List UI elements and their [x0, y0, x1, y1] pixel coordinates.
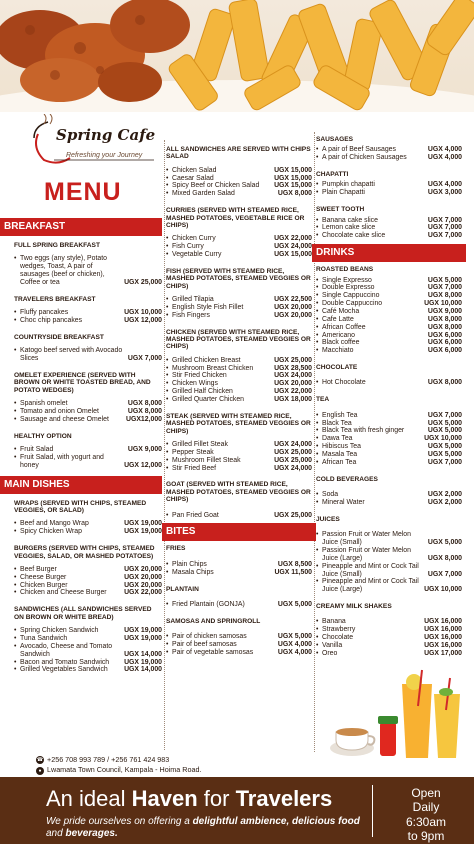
- menu-item: • Chicken Salad UGX 15,000: [166, 167, 312, 175]
- footer-headline: An ideal Haven for Travelers: [46, 786, 333, 811]
- menu-item: • Fruit Salad UGX 9,000: [14, 446, 162, 454]
- group-heading: SWEET TOOTH: [316, 206, 365, 214]
- menu-item: • Mushroom Fillet Steak UGX 25,000: [166, 457, 312, 465]
- menu-item: • Mineral Water UGX 2,000: [316, 499, 462, 507]
- menu-item: • Hot Chocolate UGX 8,000: [316, 379, 462, 387]
- menu-item: • Double Cappuccino UGX 10,000: [316, 300, 462, 308]
- menu-item: • Black Tea with fresh ginger UGX 5,000: [316, 427, 462, 435]
- menu-item: • Katogo beef served with Avocado Slices UGX 7,000: [14, 347, 162, 363]
- group-heading: PLANTAIN: [166, 585, 199, 593]
- group-heading: FULL SPRING BREAKFAST: [14, 242, 100, 249]
- group-heading: FISH (SERVED WITH STEAMED RICE, MASHED POTATOES, STEAMED VEGGIES OR CHIPS): [166, 267, 311, 290]
- menu-item: • Passion Fruit or Water Melon Juice (Small) UGX 5,000: [316, 531, 462, 547]
- menu-item: • Vanilla: [316, 642, 376, 650]
- menu-item: • Pineapple and Mint or Cock Tail Juice (Large) UGX 10,000: [316, 578, 462, 594]
- menu-item: • Beef and Mango Wrap UGX 19,000: [14, 520, 162, 528]
- group-heading: JUICES: [316, 515, 340, 523]
- menu-item-price: UGX 16,000: [424, 618, 462, 626]
- footer-subline: We pride ourselves on offering a delightful ambience, delicious food and beverages.: [46, 816, 360, 839]
- menu-item: • Oreo: [316, 650, 376, 658]
- group-heading: SAMOSAS AND SPRINGROLL: [166, 617, 261, 625]
- menu-item: • Soda UGX 2,000: [316, 491, 462, 499]
- menu-item: • Grilled Vegetables Sandwich UGX 14,000: [14, 666, 162, 674]
- menu-item: • Black Tea UGX 5,000: [316, 420, 462, 428]
- footer-banner: [0, 777, 474, 844]
- location-pin-icon: ●: [36, 767, 44, 775]
- column-divider: [314, 132, 315, 752]
- menu-item: • Grilled Tilapia UGX 22,500: [166, 296, 312, 304]
- menu-item: • Pan Fried Goat UGX 25,000: [166, 512, 312, 520]
- group-heading: STEAK (SERVED WITH STEAMED RICE, MASHED POTATOES, STEAMED VEGGIES OR CHIPS): [166, 412, 311, 435]
- menu-item: • Tuna Sandwich UGX 19,000: [14, 635, 162, 643]
- group-heading: GOAT (SERVED WITH STEAMED RICE, MASHED POTATOES, STEAMED VEGGIES OR CHIPS): [166, 481, 311, 504]
- menu-item: • English Style Fish Fillet UGX 20,000: [166, 304, 312, 312]
- menu-item: • Chicken Burger UGX 20,000: [14, 582, 162, 590]
- group-heading: CHOCOLATE: [316, 364, 358, 372]
- menu-item: • Spicy Beef or Chicken Salad UGX 15,000: [166, 182, 312, 190]
- menu-item: • Fruit Salad, with yogurt and honey UGX 12,000: [14, 454, 162, 470]
- menu-item: • Stir Fried Beef UGX 24,000: [166, 465, 312, 473]
- menu-item: • Café Mocha UGX 9,000: [316, 308, 462, 316]
- menu-item: • Fish Curry UGX 24,000: [166, 243, 312, 251]
- menu-item: • Caesar Salad UGX 15,000: [166, 175, 312, 183]
- menu-item: • Double Expresso UGX 7,000: [316, 284, 462, 292]
- menu-item: • Mushroom Breast Chicken UGX 28,500: [166, 365, 312, 373]
- menu-item: • Spicy Chicken Wrap UGX 19,000: [14, 528, 162, 536]
- phone-icon: ☎: [36, 757, 44, 764]
- menu-item: • Banana: [316, 618, 376, 626]
- group-heading: CHAPATTI: [316, 171, 349, 179]
- menu-item: • Pepper Steak UGX 25,000: [166, 449, 312, 457]
- menu-item: • Single Cappuccino UGX 8,000: [316, 292, 462, 300]
- menu-item: • Pair of chicken samosas UGX 5,000: [166, 633, 312, 641]
- contact-block: [36, 755, 201, 776]
- group-heading: BURGERS (SERVED WITH CHIPS, STEAMED VEGGIES, SALAD, OR MASHED POTATOES): [14, 545, 155, 560]
- group-heading: WRAPS (SERVED WITH CHIPS, STEAMED VEGGIES, OR SALAD): [14, 499, 147, 515]
- group-heading: CURRIES (SERVED WITH STEAMED RICE, MASHED POTATOES, VEGETABLE RICE OR CHIPS): [166, 207, 305, 229]
- menu-item: • Fish Fingers UGX 20,000: [166, 312, 312, 320]
- menu-item: • Passion Fruit or Water Melon Juice (Large) UGX 8,000: [316, 547, 462, 563]
- contact-phone: +256 708 993 789 / +256 761 424 983: [47, 755, 170, 764]
- menu-item-price: UGX 17,000: [424, 649, 462, 657]
- menu-item-price: UGX 16,000: [424, 626, 462, 634]
- group-heading: COLD BEVERAGES: [316, 475, 378, 483]
- group-heading: FRIES: [166, 545, 186, 553]
- column-divider: [164, 140, 165, 750]
- menu-item: • Cheese Burger UGX 20,000: [14, 574, 162, 582]
- menu-item: • Macchiato UGX 6,000: [316, 347, 462, 355]
- menu-item: • A pair of Beef Sausages UGX 4,000: [316, 146, 462, 154]
- menu-item: • Pineapple and Mint or Cock Tail Juice (Small) UGX 7,000: [316, 563, 462, 579]
- menu-item: • Chocolate: [316, 634, 376, 642]
- section-bar-main-dishes: MAIN DISHES: [0, 476, 162, 494]
- menu-item: • Strawberry: [316, 626, 376, 634]
- group-heading: TRAVELERS BREAKFAST: [14, 295, 96, 303]
- menu-item: • Lemon cake slice UGX 7,000: [316, 224, 462, 232]
- menu-item: • Masala Tea UGX 5,000: [316, 451, 462, 459]
- group-heading: HEALTHY OPTION: [14, 432, 72, 440]
- menu-item-price: UGX 16,000: [424, 634, 462, 642]
- group-heading: COUNTRYSIDE BREAKFAST: [14, 333, 104, 341]
- menu-item: • Two eggs (any style), Potato wedges, Toast, A pair of sausages (beef or chicken), Coffee or tea UGX 25,000: [14, 255, 162, 286]
- menu-item: • Spring Chicken Sandwich UGX 19,000: [14, 627, 162, 635]
- menu-item: • African Tea UGX 7,000: [316, 459, 462, 467]
- group-heading: ROASTED BEANS: [316, 266, 374, 274]
- menu-item: • Banana cake slice UGX 7,000: [316, 217, 462, 225]
- menu-item: • Chicken Curry UGX 22,000: [166, 235, 312, 243]
- menu-item: • Sausage and cheese Omelet UGX12,000: [14, 416, 162, 424]
- menu-item-price: UGX 16,000: [424, 642, 462, 650]
- menu-item: • Pair of beef samosas UGX 4,000: [166, 641, 312, 649]
- menu-item: • Spanish omelet UGX 8,000: [14, 400, 162, 408]
- menu-item: • African Coffee UGX 8,000: [316, 324, 462, 332]
- group-heading: SANDWICHES (ALL SANDWICHES SERVED ON BROWN OR WHITE BREAD): [14, 606, 152, 621]
- menu-item: • Vegetable Curry UGX 15,000: [166, 251, 312, 259]
- menu-item: • Plain Chapatti UGX 3,000: [316, 189, 462, 197]
- menu-item: • Masala Chips UGX 11,500: [166, 569, 312, 577]
- menu-item: • Fluffy pancakes UGX 10,000: [14, 309, 162, 317]
- menu-item: • A pair of Chicken Sausages UGX 4,000: [316, 154, 462, 162]
- group-heading: CHICKEN (SERVED WITH STEAMED RICE, MASHED POTATOES, STEAMED VEGGIES OR CHIPS): [166, 328, 311, 351]
- menu-item: • Americano UGX 6,000: [316, 332, 462, 340]
- menu-item: • Avocado, Cheese and Tomato Sandwich UGX 14,000: [14, 643, 162, 659]
- column-mains-bites: [166, 142, 312, 657]
- menu-title: MENU: [44, 178, 122, 206]
- menu-item: • Cafe Latte UGX 8,000: [316, 316, 462, 324]
- menu-item: • Black coffee UGX 6,000: [316, 339, 462, 347]
- menu-item: • Choc chip pancakes UGX 12,000: [14, 317, 162, 325]
- menu-item: • Beef Burger UGX 20,000: [14, 566, 162, 574]
- brand-tagline: Refreshing your Journey: [66, 152, 143, 159]
- group-heading: TEA: [316, 396, 330, 404]
- menu-item: • Grilled Chicken Breast UGX 25,000: [166, 357, 312, 365]
- column-extras-drinks: [316, 132, 462, 658]
- menu-item: • Tomato and onion Omelet UGX 8,000: [14, 408, 162, 416]
- drinks-illustration: [322, 666, 468, 772]
- brand-name: Spring Cafe: [56, 126, 156, 144]
- menu-item: • Bacon and Tomato Sandwich UGX 19,000: [14, 659, 162, 667]
- group-heading: OMELET EXPERIENCE (SERVED WITH BROWN OR WHITE TOASTED BREAD, AND POTATO WEDGES): [14, 372, 151, 394]
- section-bar-breakfast: BREAKFAST: [0, 218, 162, 236]
- group-heading: SAUSAGES: [316, 136, 354, 143]
- menu-item: • Hibiscus Tea UGX 5,000: [316, 443, 462, 451]
- menu-item: • Chicken and Cheese Burger UGX 22,000: [14, 589, 162, 597]
- contact-address: Lwamata Town Council, Kampala - Hoima Road.: [47, 765, 202, 775]
- menu-item: • Grilled Quarter Chicken UGX 18,000: [166, 396, 312, 404]
- group-heading: ALL SANDWICHES ARE SERVED WITH CHIPS SALAD: [166, 146, 311, 161]
- footer-divider: [372, 785, 373, 837]
- group-heading: CREAMY MILK SHAKES: [316, 603, 392, 611]
- menu-item: • Pair of vegetable samosas UGX 4,000: [166, 649, 312, 657]
- menu-item: • Chicken Wings UGX 20,000: [166, 380, 312, 388]
- section-bar-drinks: DRINKS: [312, 244, 466, 262]
- menu-item: • Fried Plantain (GONJA) UGX 5,000: [166, 601, 312, 609]
- menu-item: • Grilled Half Chicken UGX 22,000: [166, 388, 312, 396]
- column-breakfast-main: [4, 212, 162, 674]
- section-bar-bites: BITES: [162, 523, 316, 541]
- opening-hours: Open Daily 6:30am to 9pm: [405, 786, 447, 844]
- menu-item: • English Tea UGX 7,000: [316, 412, 462, 420]
- menu-item: • Single Expresso UGX 5,000: [316, 277, 462, 285]
- menu-item: • Plain Chips UGX 8,500: [166, 561, 312, 569]
- menu-item: • Dawa Tea UGX 10,000: [316, 435, 462, 443]
- menu-item: • Mixed Garden Salad UGX 8,000: [166, 190, 312, 198]
- menu-item: • Chocolate cake slice UGX 7,000: [316, 232, 462, 240]
- menu-item: • Grilled Fillet Steak UGX 24,000: [166, 441, 312, 449]
- hero-food-photo: [0, 0, 474, 112]
- menu-item: • Pumpkin chapatti UGX 4,000: [316, 181, 462, 189]
- menu-item: • Stir Fried Chicken UGX 24,000: [166, 372, 312, 380]
